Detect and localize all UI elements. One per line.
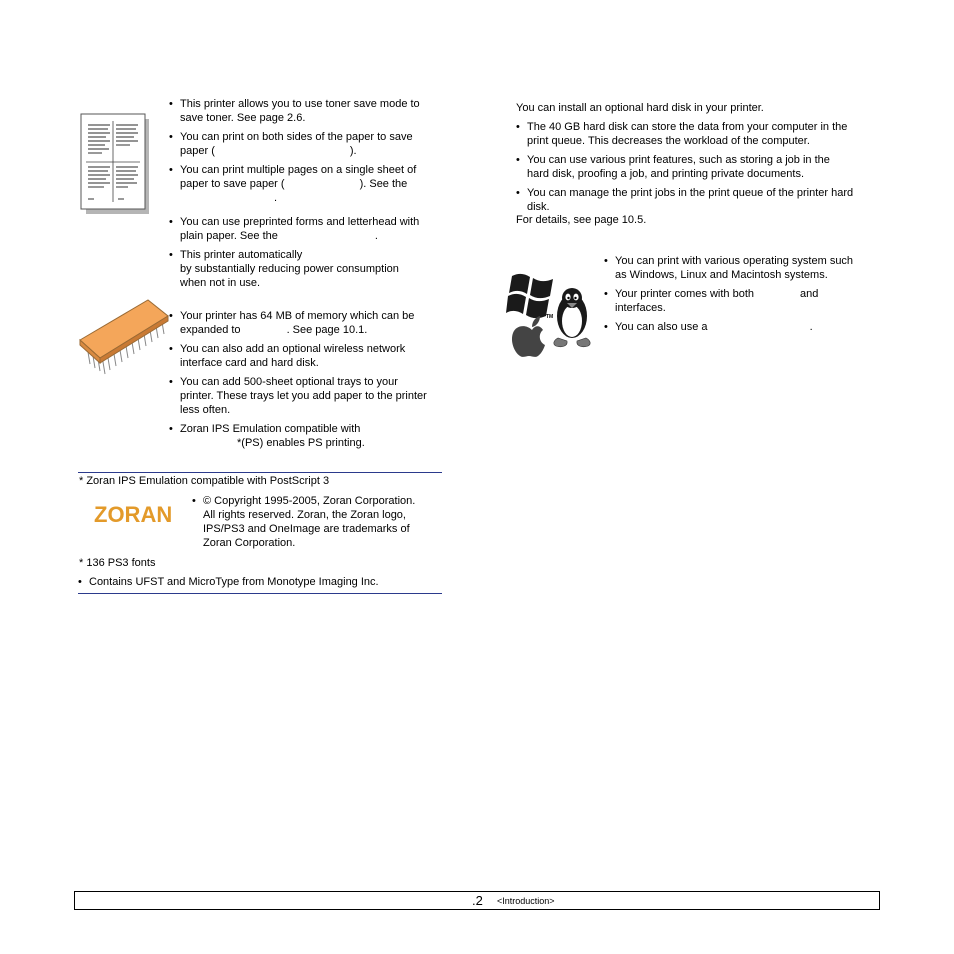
list-item: • The 40 GB hard disk can store the data from your computer in the print queue. This decreases the workload of the computer. bbox=[512, 120, 882, 148]
list-item: • You can use various print features, such as storing a job in the hard disk, proofing a job, and printing private documents. bbox=[512, 153, 882, 181]
linux-penguin-icon bbox=[554, 288, 590, 347]
list-item: • This printer allows you to use toner save mode to save toner. See page 2.6. bbox=[165, 97, 455, 125]
list-item: • You can manage the print jobs in the print queue of the printer hard disk. bbox=[512, 186, 882, 214]
list-item: • You can print multiple pages on a single sheet of paper to save paper ( ). See the . bbox=[165, 163, 455, 205]
list-item: • © Copyright 1995-2005, Zoran Corporation. All rights reserved. Zoran, the Zoran logo, IPS/PS3 and OneImage are trademarks of Zoran Corporation. bbox=[188, 494, 448, 550]
list-item: • This printer automatically by substantially reducing power consumption when not in use. bbox=[165, 248, 455, 290]
note-top-rule bbox=[78, 472, 442, 473]
svg-text:TM: TM bbox=[546, 314, 554, 320]
windows-icon bbox=[506, 274, 553, 318]
list-item: • Your printer comes with both and interfaces. bbox=[600, 287, 885, 315]
ufst-note bbox=[74, 575, 444, 594]
zoran-copyright bbox=[188, 494, 448, 555]
list-item: • You can also add an optional wireless network interface card and hard disk. bbox=[165, 342, 455, 370]
note-title: * Zoran IPS Emulation compatible with PostScript 3 bbox=[79, 475, 330, 487]
multiple-pages-icon bbox=[80, 113, 150, 215]
svg-text:ZORAN: ZORAN bbox=[94, 503, 173, 525]
list-item: • You can print with various operating system such as Windows, Linux and Macintosh systems. bbox=[600, 254, 885, 282]
operating-systems-icon bbox=[506, 268, 598, 360]
list-item: • Zoran IPS Emulation compatible with *(PS) enables PS printing. bbox=[165, 422, 455, 450]
list-item: • You can also use a . bbox=[600, 320, 885, 334]
note-bottom-rule bbox=[78, 593, 442, 594]
ps3-fonts-note: * 136 PS3 fonts bbox=[79, 557, 156, 569]
left-features-list-2 bbox=[165, 309, 455, 455]
page-footer bbox=[74, 891, 880, 910]
page-number: .2 bbox=[472, 893, 483, 908]
list-item: • You can add 500-sheet optional trays to your printer. These trays let you add paper to the printer less often. bbox=[165, 375, 455, 417]
left-features-list-1 bbox=[165, 97, 455, 295]
apple-icon bbox=[512, 316, 545, 357]
memory-module-icon bbox=[78, 296, 170, 378]
hard-disk-intro: You can install an optional hard disk in your printer. bbox=[516, 102, 764, 114]
zoran-logo bbox=[93, 503, 185, 525]
list-item: • You can print on both sides of the paper to save paper ( ). bbox=[165, 130, 455, 158]
os-support-list bbox=[600, 254, 885, 339]
hard-disk-features-list bbox=[512, 120, 882, 219]
list-item: • Contains UFST and MicroType from Monotype Imaging Inc. bbox=[74, 575, 444, 589]
list-item: • Your printer has 64 MB of memory which can be expanded to . See page 10.1. bbox=[165, 309, 455, 337]
list-item: • You can use preprinted forms and letterhead with plain paper. See the . bbox=[165, 215, 455, 243]
hard-disk-details: For details, see page 10.5. bbox=[516, 214, 647, 226]
section-name: <Introduction> bbox=[497, 896, 555, 906]
